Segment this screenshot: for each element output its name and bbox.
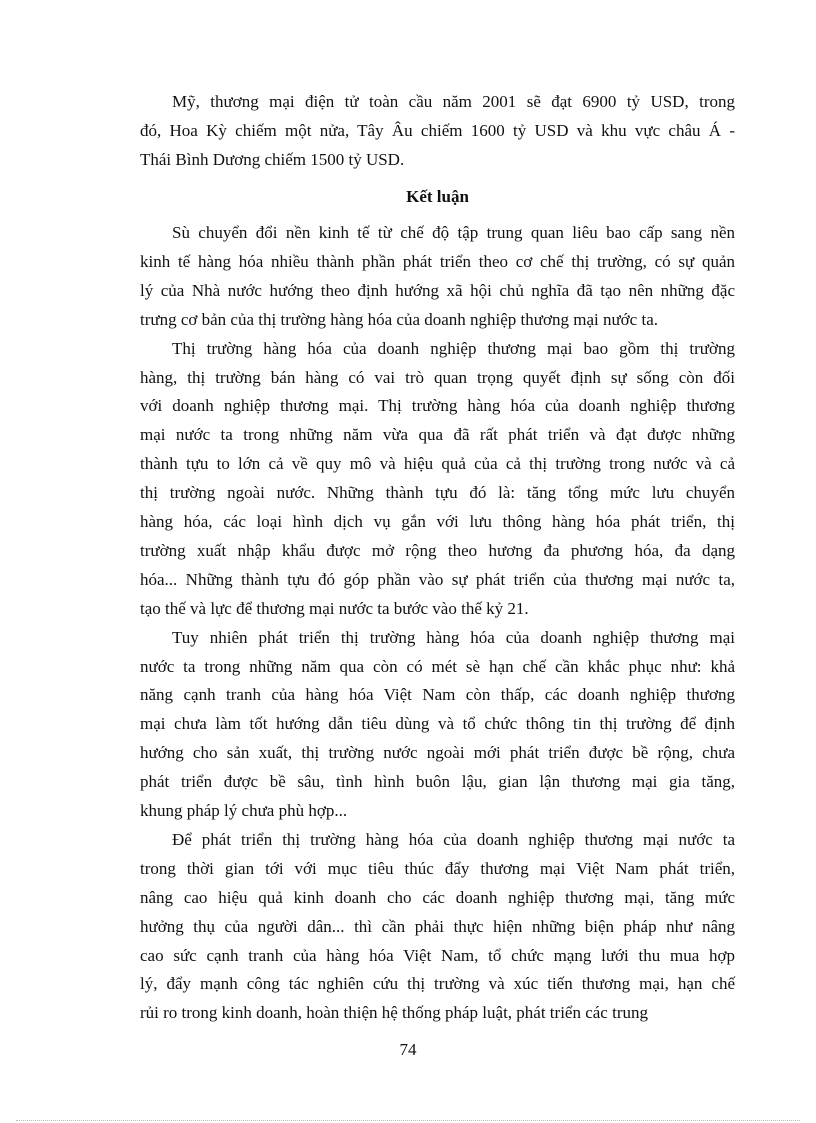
text-line: khung pháp lý chưa phù hợp... [140,801,348,820]
text-line: hưởng thụ của người dân... thì cần phải thực hiện những biện pháp như nâng [140,916,735,936]
text-line: trong thời gian tới với mục tiêu thúc đẩy thương mại Việt Nam phát triển, [140,858,735,878]
text-line: nâng cao hiệu quả kinh doanh cho các doanh nghiệp thương mại, tăng mức [140,887,735,907]
text-line: tạo thế và lực để thương mại nước ta bước vào thế kỷ 21. [140,598,529,618]
text-line: hàng, thị trường bán hàng có vai trò quan trọng quyết định sự sống còn đối [140,367,735,387]
text-line: phát triển được bề sâu, tình hình buôn lậu, gian lận thương mại gia tăng, [140,772,735,792]
text-line: lý, đẩy mạnh công tác nghiên cứu thị trường và xúc tiến thương mại, hạn chế [140,974,735,994]
text-line: hàng hóa, các loại hình dịch vụ gắn với lưu thông hàng hóa phát triển, thị [140,512,735,531]
text-line: thị trường ngoài nước. Những thành tựu đó là: tăng tổng mức lưu chuyển [140,483,735,503]
text-line: đó, Hoa Kỳ chiếm một nửa, Tây Âu chiếm 1600 tỷ USD và khu vực châu Á - [140,120,735,140]
text-line: mại chưa làm tốt hướng dẫn tiêu dùng và tổ chức thông tin thị trường để định [140,714,735,734]
text-line: năng cạnh tranh của hàng hóa Việt Nam còn thấp, các doanh nghiệp thương [140,685,735,705]
text-line: cao sức cạnh tranh của hàng hóa Việt Nam, tổ chức mạng lưới thu mua hợp [140,945,735,965]
text-line: Để phát triển thị trường hàng hóa của doanh nghiệp thương mại nước ta [172,829,735,849]
text-line: mại nước ta trong những năm vừa qua đã rất phát triển và đạt được những [140,425,735,445]
text-line: trưng cơ bản của thị trường hàng hóa của doanh nghiệp thương mại nước ta. [140,309,658,329]
page-number: 74 [399,1040,417,1059]
text-line: trường xuất nhập khẩu được mở rộng theo hương đa phương hóa, đa dạng [140,540,735,560]
text-line: thành tựu to lớn cả về quy mô và hiệu quả của cả thị trường trong nước và cả [140,454,735,474]
page-bottom-divider [16,1120,800,1121]
text-line: hướng cho sản xuất, thị trường nước ngoài mới phát triển được bề rộng, chưa [140,743,735,763]
text-line: nước ta trong những năm qua còn có mét sè hạn chế cần khắc phục như: khả [140,656,735,676]
text-line: Thái Bình Dương chiếm 1500 tỷ USD. [140,149,405,169]
section-heading: Kết luận [406,187,469,206]
text-line: Tuy nhiên phát triển thị trường hàng hóa của doanh nghiệp thương mại [172,627,735,647]
text-line: với doanh nghiệp thương mại. Thị trường hàng hóa của doanh nghiệp thương [140,396,735,416]
text-line: Thị trường hàng hóa của doanh nghiệp thương mại bao gồm thị trường [172,338,735,358]
text-line: lý của Nhà nước hướng theo định hướng xã hội chủ nghĩa đã tạo nên những đặc [140,280,735,300]
text-line: rủi ro trong kinh doanh, hoàn thiện hệ thống pháp luật, phát triển các trung [140,1003,648,1023]
text-line: hóa... Những thành tựu đó góp phần vào sự phát triển của thương mại nước ta, [140,569,735,589]
text-line: kinh tế hàng hóa nhiều thành phần phát triển theo cơ chế thị trường, có sự quản [140,251,735,271]
text-line: Mỹ, thương mại điện tử toàn cầu năm 2001 sẽ đạt 6900 tỷ USD, trong [172,92,735,111]
text-line: Sù chuyển đổi nền kinh tế từ chế độ tập trung quan liêu bao cấp sang nền [172,223,735,242]
